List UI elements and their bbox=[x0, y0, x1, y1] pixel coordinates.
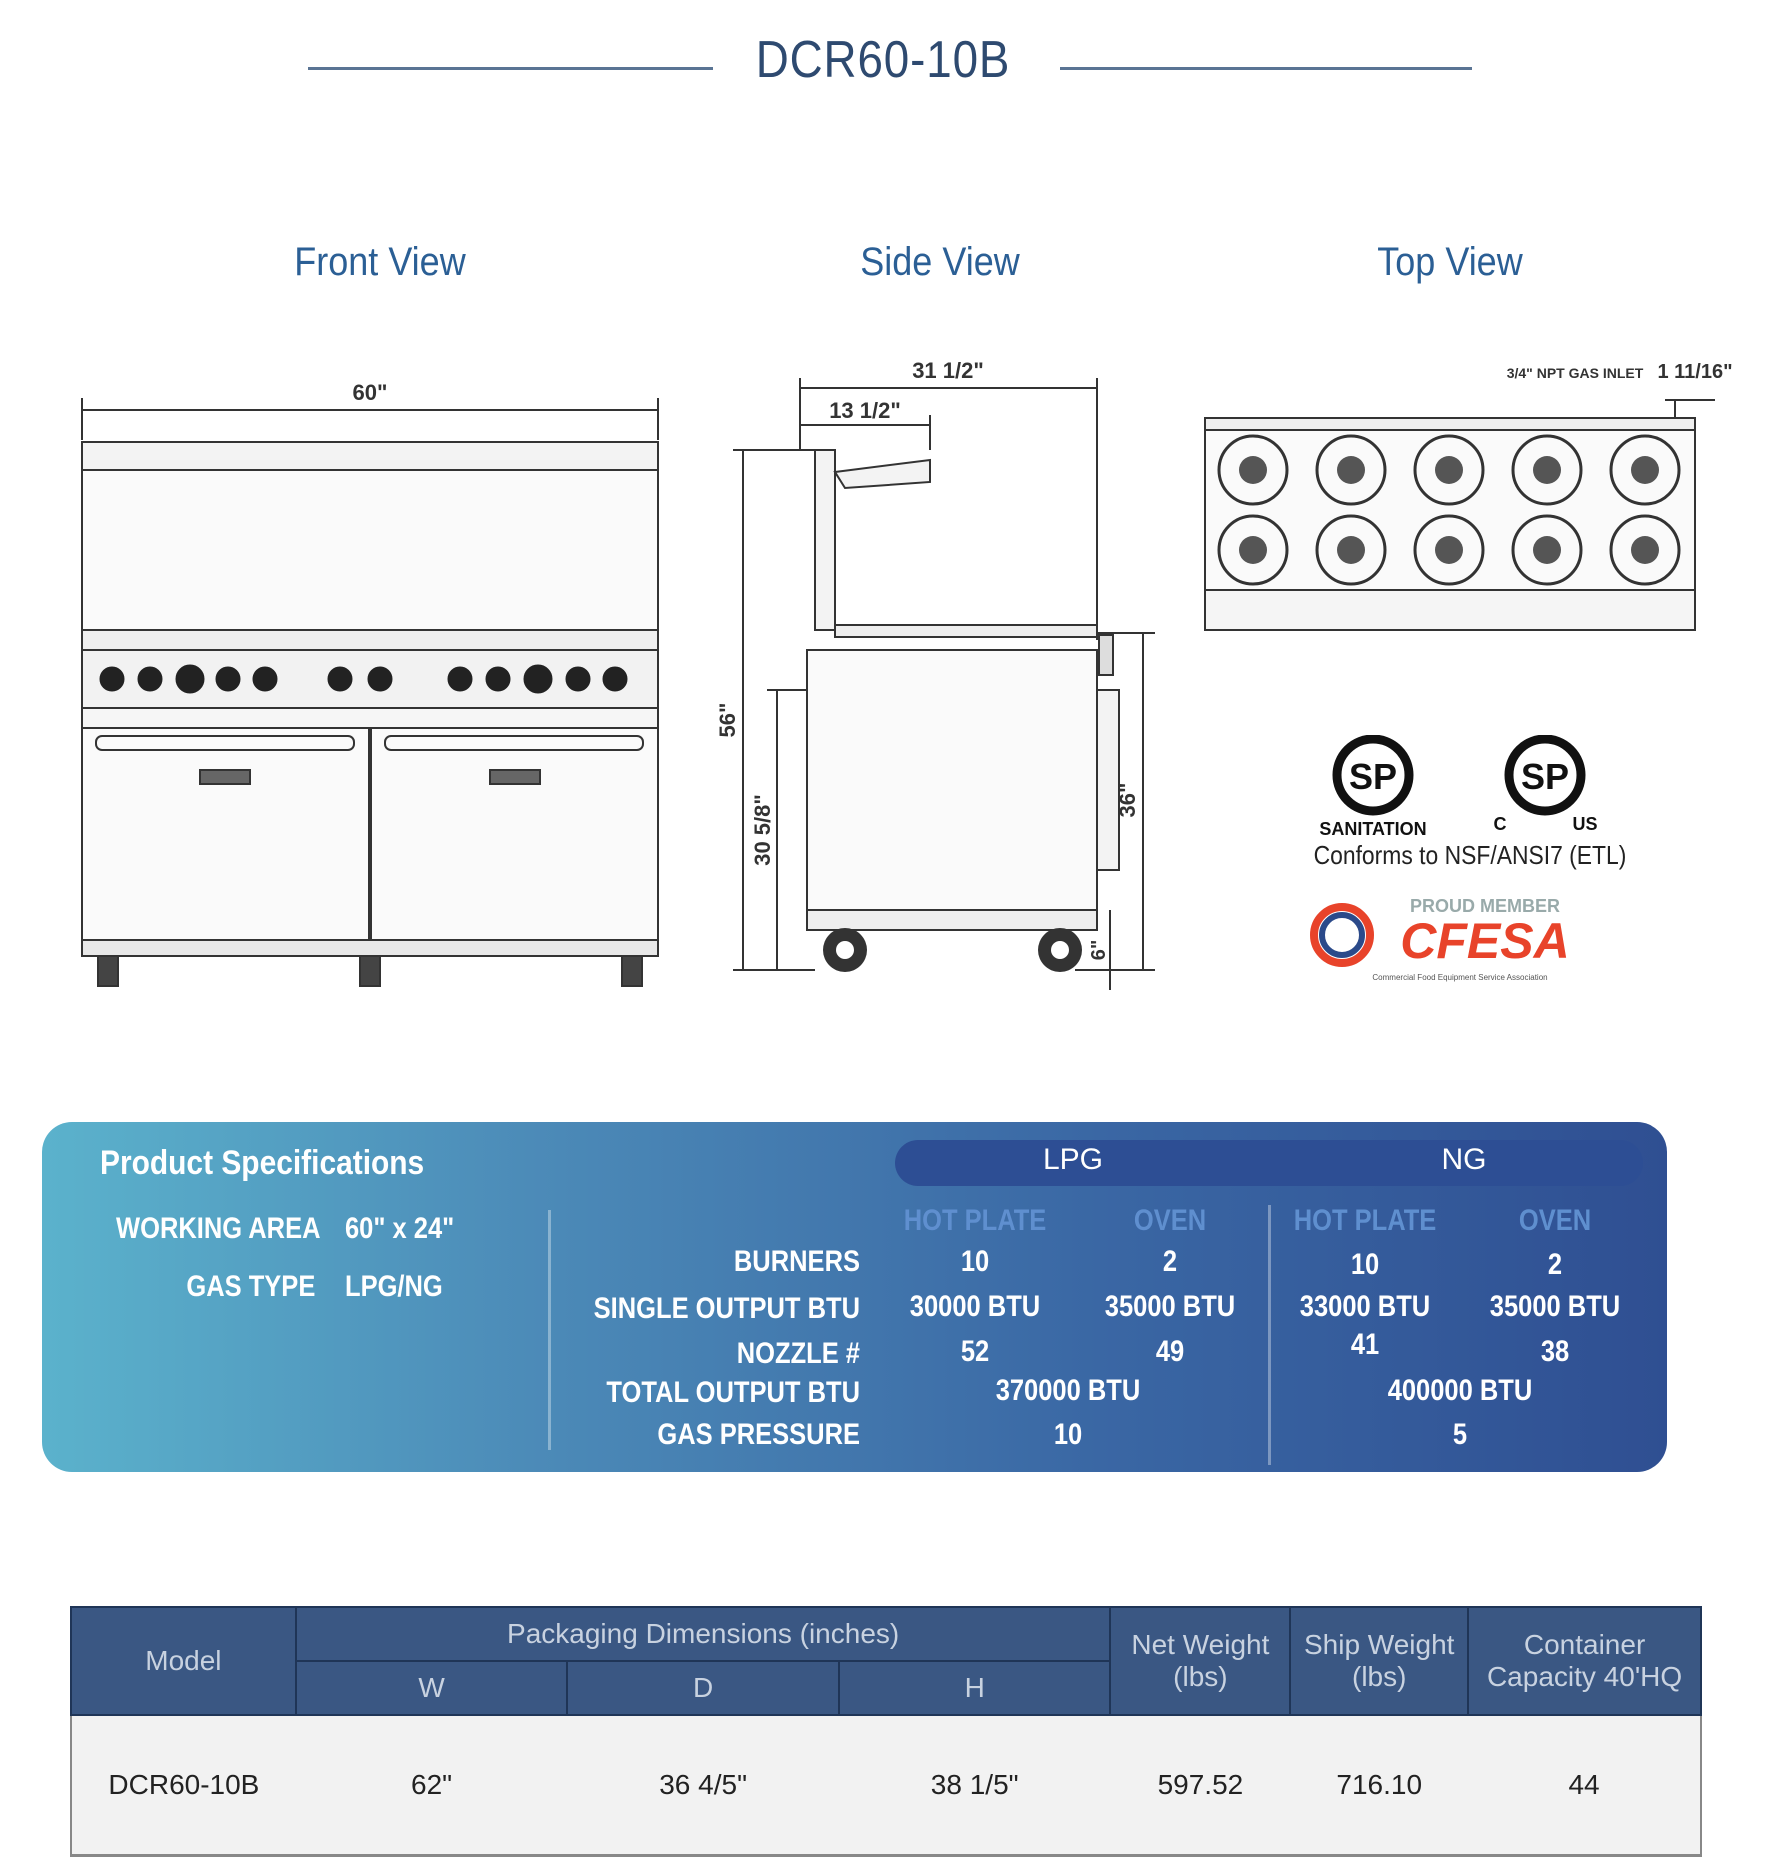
cell-w: 62" bbox=[296, 1715, 568, 1856]
conforms-text: Conforms to NSF/ANSI7 (ETL) bbox=[1313, 840, 1627, 870]
ng-oven-head: OVEN bbox=[1518, 1204, 1592, 1237]
side-depth-dim: 31 1/2" bbox=[912, 358, 984, 383]
burner-cap-icon bbox=[1631, 456, 1659, 484]
table-row bbox=[71, 1715, 1701, 1856]
spec-divider-mid bbox=[1268, 1205, 1271, 1465]
csa-c-label: C bbox=[1493, 814, 1507, 834]
ng-header: NG bbox=[1441, 1143, 1487, 1176]
header bbox=[0, 30, 1766, 110]
top-offset-dim: 1 11/16" bbox=[1657, 361, 1733, 383]
ng-nozzle-oven: 38 bbox=[1540, 1335, 1570, 1368]
row-label-burners: BURNERS bbox=[733, 1245, 860, 1278]
lpg-single-oven: 35000 BTU bbox=[1104, 1290, 1236, 1323]
header-packaging-dims: Packaging Dimensions (inches) bbox=[296, 1607, 1111, 1661]
header-h: H bbox=[839, 1661, 1111, 1715]
ng-gas-pressure: 5 bbox=[1452, 1418, 1468, 1451]
cell-container: 44 bbox=[1468, 1715, 1701, 1856]
burner-cap-icon bbox=[1435, 456, 1463, 484]
gas-type-label: GAS TYPE bbox=[186, 1270, 316, 1303]
side-view-drawing bbox=[715, 340, 1155, 1000]
row-label-nozzle: NOZZLE # bbox=[736, 1337, 860, 1370]
cell-d: 36 4/5" bbox=[567, 1715, 839, 1856]
lpg-nozzle-oven: 49 bbox=[1155, 1335, 1185, 1368]
front-width-dim: 60" bbox=[352, 380, 388, 405]
front-view-label: Front View bbox=[294, 240, 466, 284]
page-title: DCR60-10B bbox=[755, 31, 1011, 89]
ng-nozzle-hot-plate: 41 bbox=[1350, 1328, 1380, 1361]
sanitation-label: SANITATION bbox=[1319, 819, 1427, 839]
ng-hot-plate-head: HOT PLATE bbox=[1293, 1204, 1437, 1237]
top-view-label: Top View bbox=[1377, 240, 1523, 284]
burner-cap-icon bbox=[1337, 536, 1365, 564]
burner-cap-icon bbox=[1337, 456, 1365, 484]
csa-sanitation-icon: SP bbox=[1348, 756, 1398, 797]
lpg-oven-head: OVEN bbox=[1133, 1204, 1207, 1237]
cell-ship-weight: 716.10 bbox=[1290, 1715, 1468, 1856]
row-label-total-output: TOTAL OUTPUT BTU bbox=[606, 1376, 860, 1409]
cell-h: 38 1/5" bbox=[839, 1715, 1111, 1856]
side-counter-dim: 30 5/8" bbox=[750, 794, 775, 866]
burner-cap-icon bbox=[1533, 456, 1561, 484]
top-view-drawing bbox=[1195, 360, 1755, 690]
cfesa-subtitle: Commercial Food Equipment Service Association bbox=[1372, 973, 1548, 982]
lpg-nozzle-hot-plate: 52 bbox=[960, 1335, 990, 1368]
lpg-total-output: 370000 BTU bbox=[995, 1374, 1141, 1407]
header-d: D bbox=[567, 1661, 839, 1715]
burner-cap-icon bbox=[1239, 456, 1267, 484]
lpg-hot-plate-head: HOT PLATE bbox=[903, 1204, 1047, 1237]
burner-cap-icon bbox=[1435, 536, 1463, 564]
working-area-value: 60" x 24" bbox=[345, 1212, 455, 1245]
row-label-single-output: SINGLE OUTPUT BTU bbox=[593, 1292, 860, 1325]
header-w: W bbox=[296, 1661, 568, 1715]
side-view-label: Side View bbox=[860, 240, 1020, 284]
spec-title: Product Specifications bbox=[100, 1144, 425, 1182]
side-work-height-dim: 36" bbox=[1115, 782, 1140, 818]
gas-type-value: LPG/NG bbox=[345, 1270, 443, 1303]
burner-cap-icon bbox=[1239, 536, 1267, 564]
lpg-header: LPG bbox=[1042, 1143, 1104, 1176]
ng-total-output: 400000 BTU bbox=[1387, 1374, 1533, 1407]
csa-us-label: US bbox=[1572, 814, 1598, 834]
lpg-burners-oven: 2 bbox=[1162, 1245, 1178, 1278]
side-leg-dim: 6" bbox=[1088, 939, 1110, 961]
cfesa-member-label: PROUD MEMBER bbox=[1409, 896, 1561, 916]
ng-burners-hot-plate: 10 bbox=[1350, 1248, 1380, 1281]
ng-single-oven: 35000 BTU bbox=[1489, 1290, 1621, 1323]
cfesa-wordmark: CFESA bbox=[1400, 913, 1570, 969]
burner-cap-icon bbox=[1631, 536, 1659, 564]
side-shelf-dim: 13 1/2" bbox=[829, 398, 901, 423]
working-area-label: WORKING AREA bbox=[116, 1212, 321, 1245]
lpg-single-hot-plate: 30000 BTU bbox=[909, 1290, 1041, 1323]
packaging-table bbox=[70, 1606, 1702, 1857]
lpg-burners-hot-plate: 10 bbox=[960, 1245, 990, 1278]
burner-cap-icon bbox=[1533, 536, 1561, 564]
row-label-gas-pressure: GAS PRESSURE bbox=[657, 1418, 860, 1451]
ng-single-hot-plate: 33000 BTU bbox=[1299, 1290, 1431, 1323]
header-container: Container Capacity 40'HQ bbox=[1468, 1607, 1701, 1715]
header-net-weight: Net Weight (lbs) bbox=[1110, 1607, 1290, 1715]
csa-us-icon: SP bbox=[1520, 756, 1570, 797]
ng-burners-oven: 2 bbox=[1547, 1248, 1563, 1281]
side-height-dim: 56" bbox=[715, 702, 740, 738]
cfesa-logo bbox=[1300, 890, 1620, 990]
header-model: Model bbox=[71, 1607, 296, 1715]
lpg-gas-pressure: 10 bbox=[1053, 1418, 1083, 1451]
header-ship-weight: Ship Weight (lbs) bbox=[1290, 1607, 1468, 1715]
cell-model: DCR60-10B bbox=[71, 1715, 296, 1856]
front-view-drawing bbox=[70, 380, 670, 990]
cell-net-weight: 597.52 bbox=[1110, 1715, 1290, 1856]
gas-inlet-label: 3/4" NPT GAS INLET bbox=[1506, 365, 1644, 381]
